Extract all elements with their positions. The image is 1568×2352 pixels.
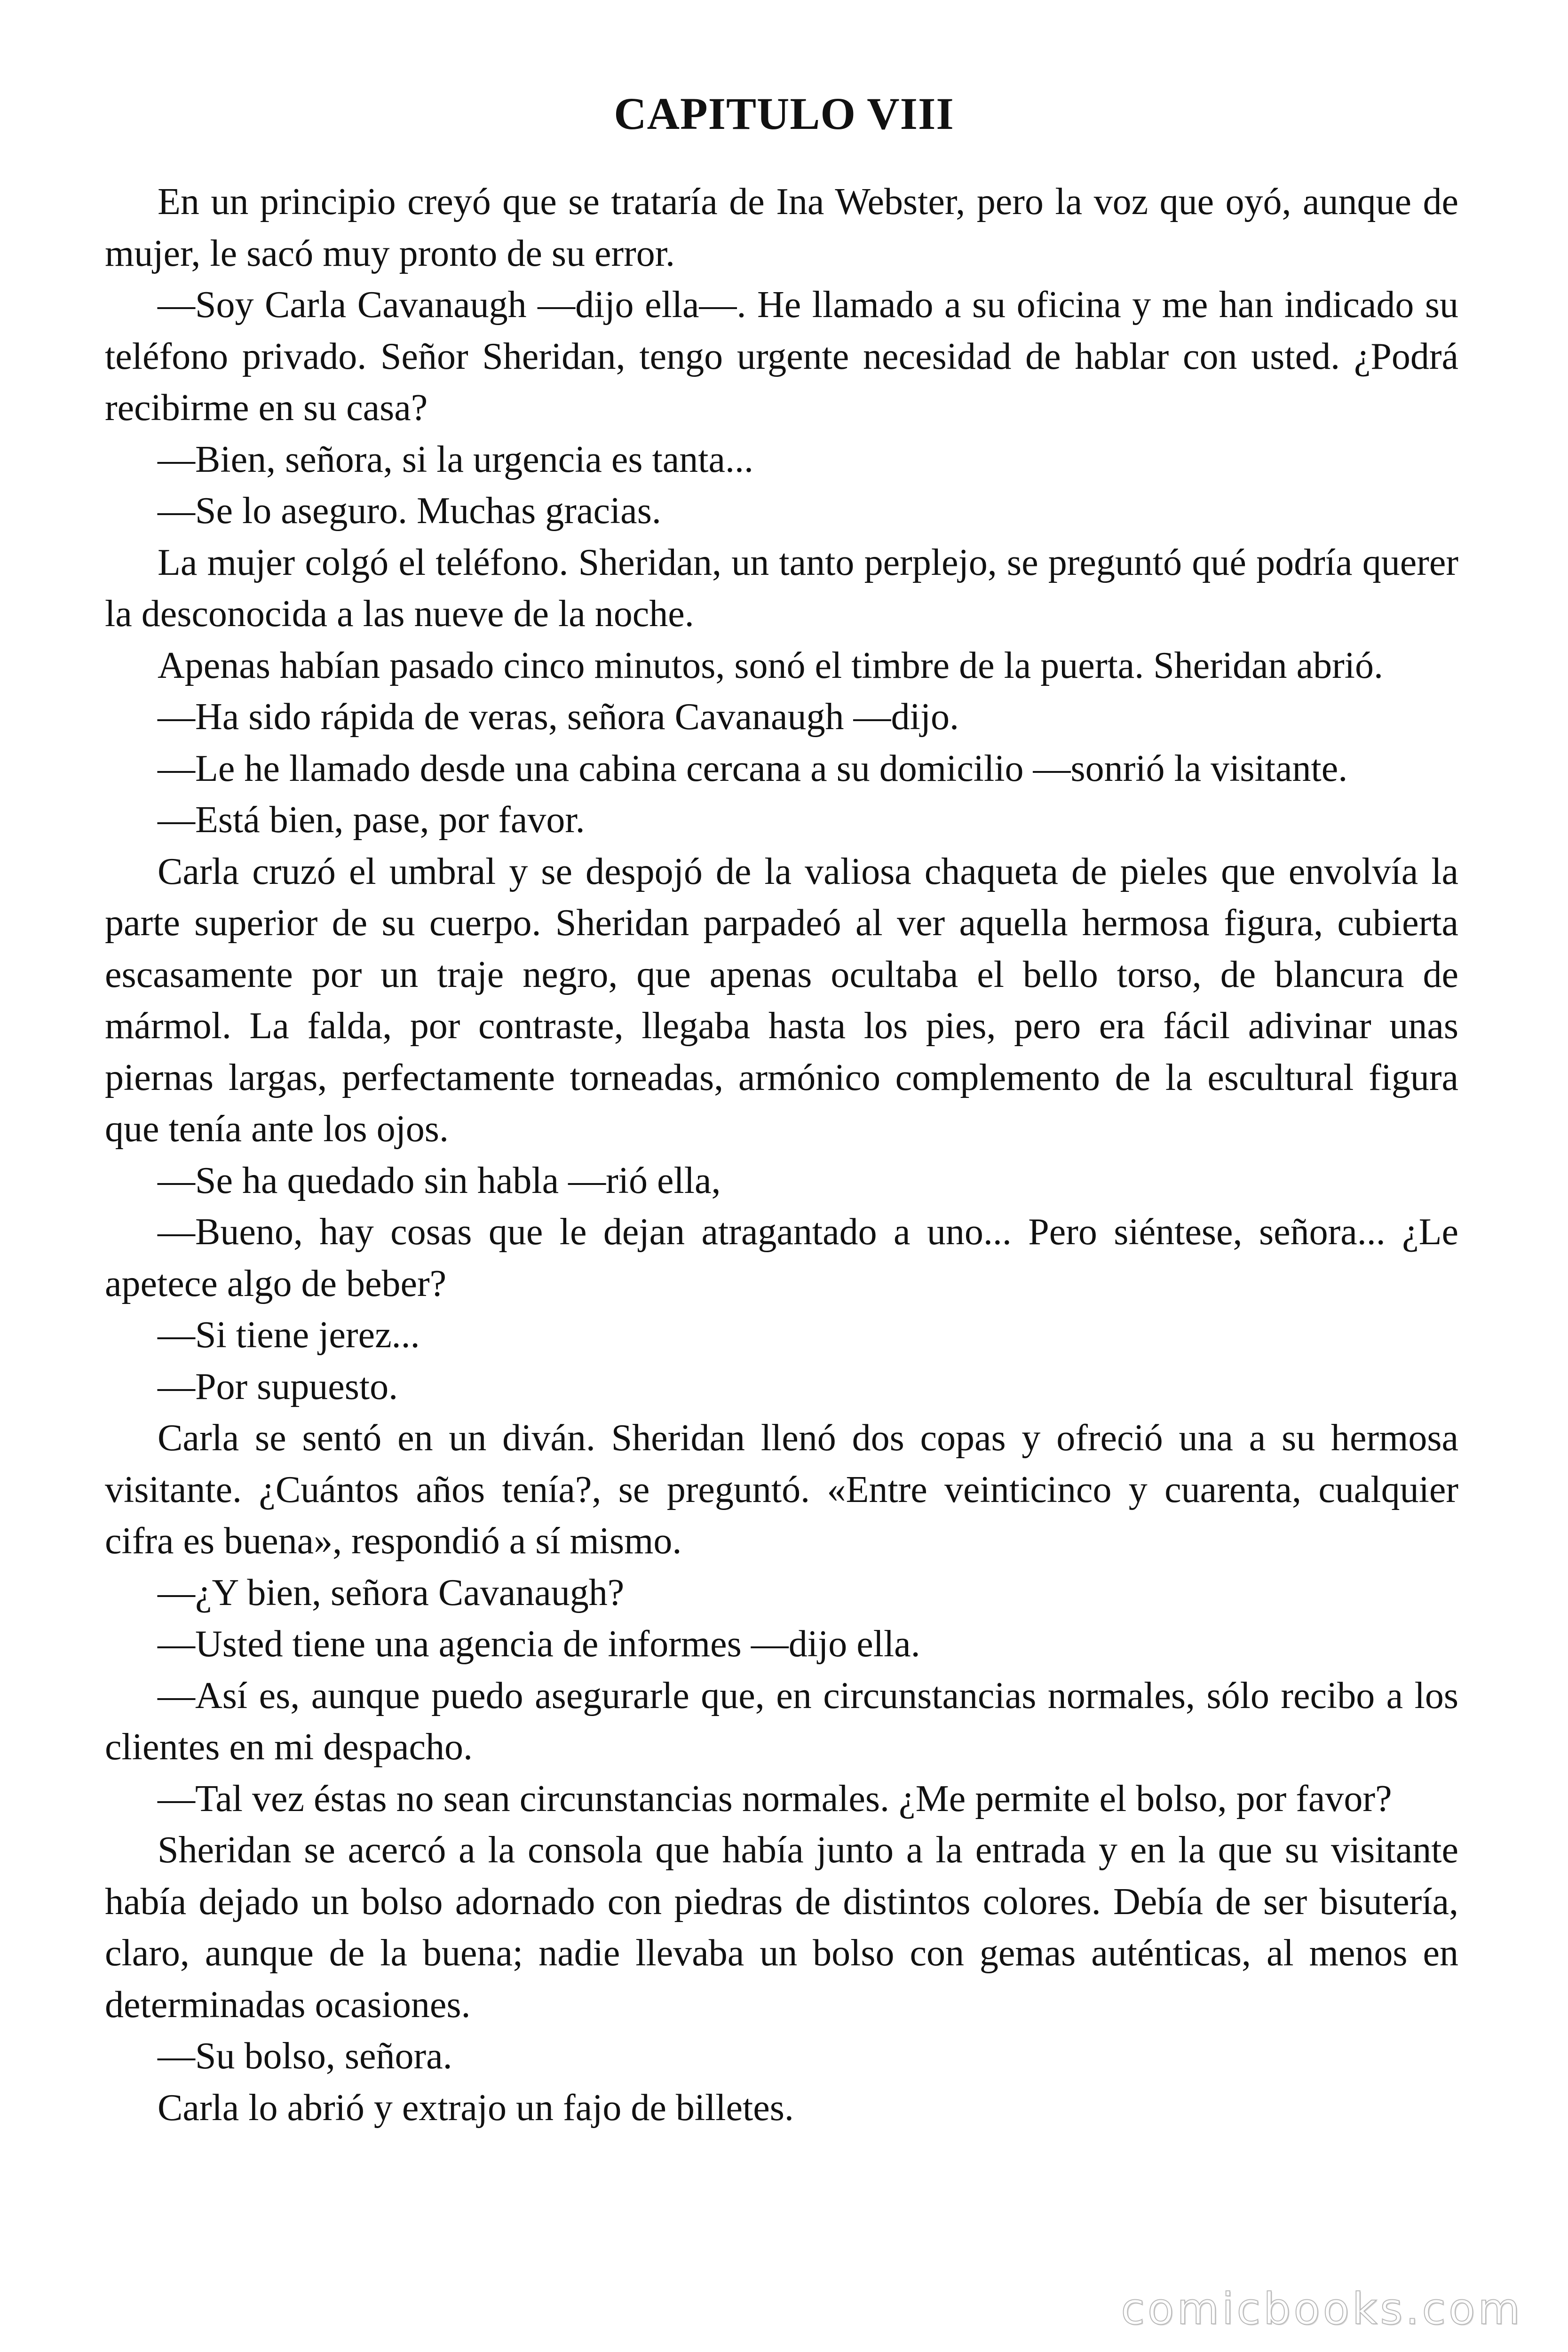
paragraph: —Tal vez éstas no sean circunstancias normales. ¿Me permite el bolso, por favor? (158, 1778, 1392, 1820)
paragraph: —Está bien, pase, por favor. (158, 799, 585, 841)
paragraph: —Así es, aunque puedo asegurarle que, en circunstancias normales, sólo recibo a los clientes en mi despacho. (105, 1675, 1458, 1768)
paragraph: Carla se sentó en un diván. Sheridan llenó dos copas y ofreció una a su hermosa visitante. ¿Cuántos años tenía?, se preguntó. «Entre veinticinco y cuarenta, cualquier cifra es buena», respondió a sí mismo. (105, 1417, 1458, 1562)
paragraph: —Bueno, hay cosas que le dejan atragantado a uno... Pero siéntese, señora... ¿Le apetece algo de beber? (105, 1211, 1458, 1304)
paragraph: —¿Y bien, señora Cavanaugh? (158, 1572, 625, 1613)
paragraph: Sheridan se acercó a la consola que había junto a la entrada y en la que su visitante había dejado un bolso adornado con piedras de distintos colores. Debía de ser bisutería, claro, aunque de la buena; nadie llevaba un bolso con gemas auténticas, al menos en determinadas ocasiones. (105, 1829, 1458, 2026)
paragraph: Carla lo abrió y extrajo un fajo de billetes. (158, 2087, 794, 2129)
paragraph: —Ha sido rápida de veras, señora Cavanaugh —dijo. (158, 696, 959, 738)
paragraph: —Su bolso, señora. (158, 2035, 452, 2077)
paragraph: Apenas habían pasado cinco minutos, sonó el timbre de la puerta. Sheridan abrió. (158, 644, 1383, 686)
paragraph: —Bien, señora, si la urgencia es tanta... (158, 438, 754, 480)
paragraph: —Usted tiene una agencia de informes —dijo ella. (158, 1623, 920, 1665)
paragraph: —Se lo aseguro. Muchas gracias. (158, 490, 661, 532)
paragraph: —Soy Carla Cavanaugh —dijo ella—. He llamado a su oficina y me han indicado su teléfono privado. Señor Sheridan, tengo urgente necesidad de hablar con usted. ¿Podrá recibirme en su casa? (105, 284, 1458, 429)
paragraph: Carla cruzó el umbral y se despojó de la valiosa chaqueta de pieles que envolvía la parte superior de su cuerpo. Sheridan parpadeó al ver aquella hermosa figura, cubierta escasamente por un traje negro, que apenas ocultaba el bello torso, de blancura de mármol. La falda, por contraste, llegaba hasta los pies, pero era fácil adivinar unas piernas largas, perfectamente torneadas, armónico complemento de la escultural figura que tenía ante los ojos. (105, 850, 1458, 1150)
chapter-text (105, 176, 1458, 2134)
paragraph: —Por supuesto. (158, 1366, 398, 1407)
paragraph: —Se ha quedado sin habla —rió ella, (158, 1160, 721, 1201)
paragraph: La mujer colgó el teléfono. Sheridan, un tanto perplejo, se preguntó qué podría querer la desconocida a las nueve de la noche. (105, 541, 1458, 635)
watermark: comicbooks.com (1121, 2284, 1523, 2334)
paragraph: —Le he llamado desde una cabina cercana a su domicilio —sonrió la visitante. (158, 747, 1348, 789)
paragraph: —Si tiene jerez... (158, 1314, 420, 1356)
paragraph: En un principio creyó que se trataría de Ina Webster, pero la voz que oyó, aunque de mujer, le sacó muy pronto de su error. (105, 181, 1458, 274)
chapter-title: CAPITULO VIII (614, 88, 954, 139)
